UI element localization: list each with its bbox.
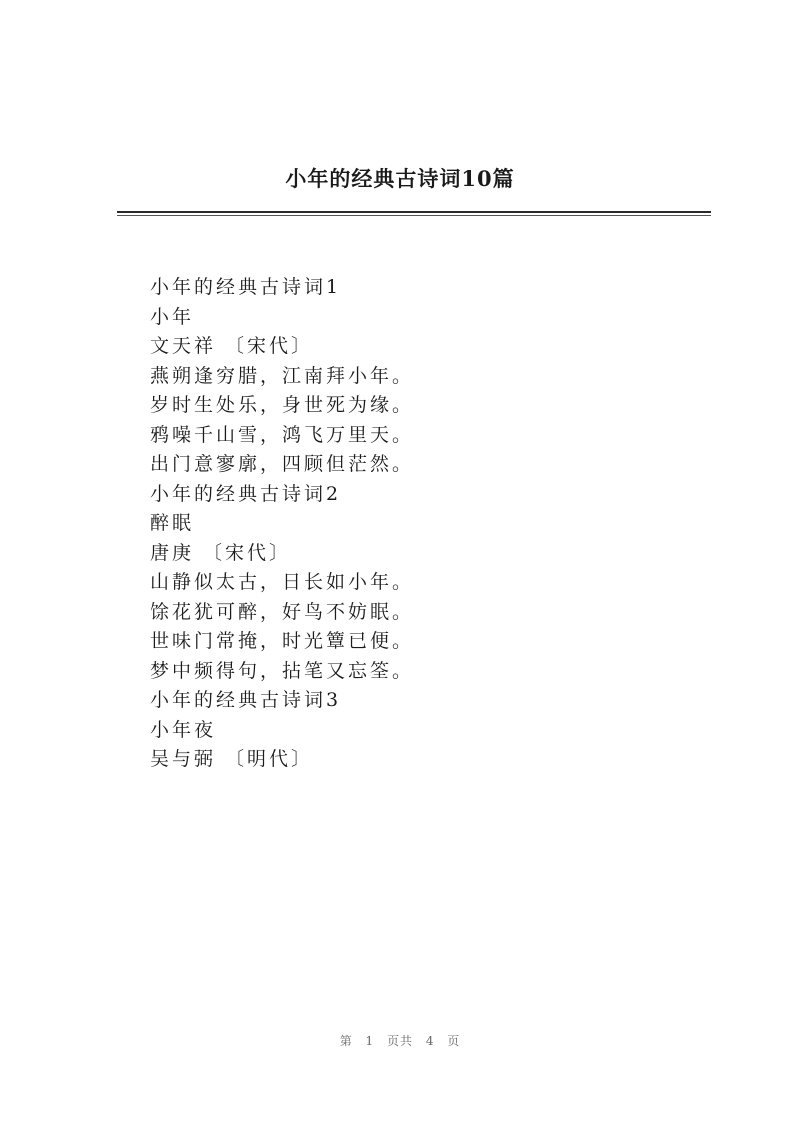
poem-title: 小年 [150, 305, 195, 328]
poem-line: 岁时生处乐，身世死为缘。 [150, 394, 415, 416]
poem-title: 醉眠 [150, 512, 195, 534]
poem-line: 鸦噪千山雪，鸿飞万里天。 [150, 423, 415, 446]
poem-line: 世味门常掩，时光簟已便。 [150, 630, 415, 652]
title-divider-thin [117, 215, 711, 216]
poem-title: 小年夜 [150, 718, 217, 741]
poem-author: 唐庚 〔宋代〕 [150, 541, 292, 564]
poem-author: 吴与弼 〔明代〕 [150, 748, 314, 770]
poem-text-block [150, 273, 710, 775]
poem-author: 文天祥 〔宋代〕 [150, 335, 314, 357]
page-number-footer: 第 1 页共 4 页 [339, 1034, 461, 1048]
poem-line: 山静似太古，日长如小年。 [150, 571, 415, 593]
poem-line: 馀花犹可醉，好鸟不妨眠。 [150, 600, 415, 623]
poem-line: 出门意寥廓，四顾但茫然。 [150, 453, 415, 475]
section-heading: 小年的经典古诗词1 [150, 276, 342, 298]
section-heading: 小年的经典古诗词2 [150, 482, 342, 505]
document-title: 小年的经典古诗词10篇 [285, 166, 515, 191]
section-heading: 小年的经典古诗词3 [150, 689, 342, 711]
poem-line: 燕朔逢穷腊，江南拜小年。 [150, 364, 415, 387]
poem-line: 梦中频得句，拈笔又忘筌。 [150, 659, 415, 682]
title-divider [117, 211, 711, 213]
